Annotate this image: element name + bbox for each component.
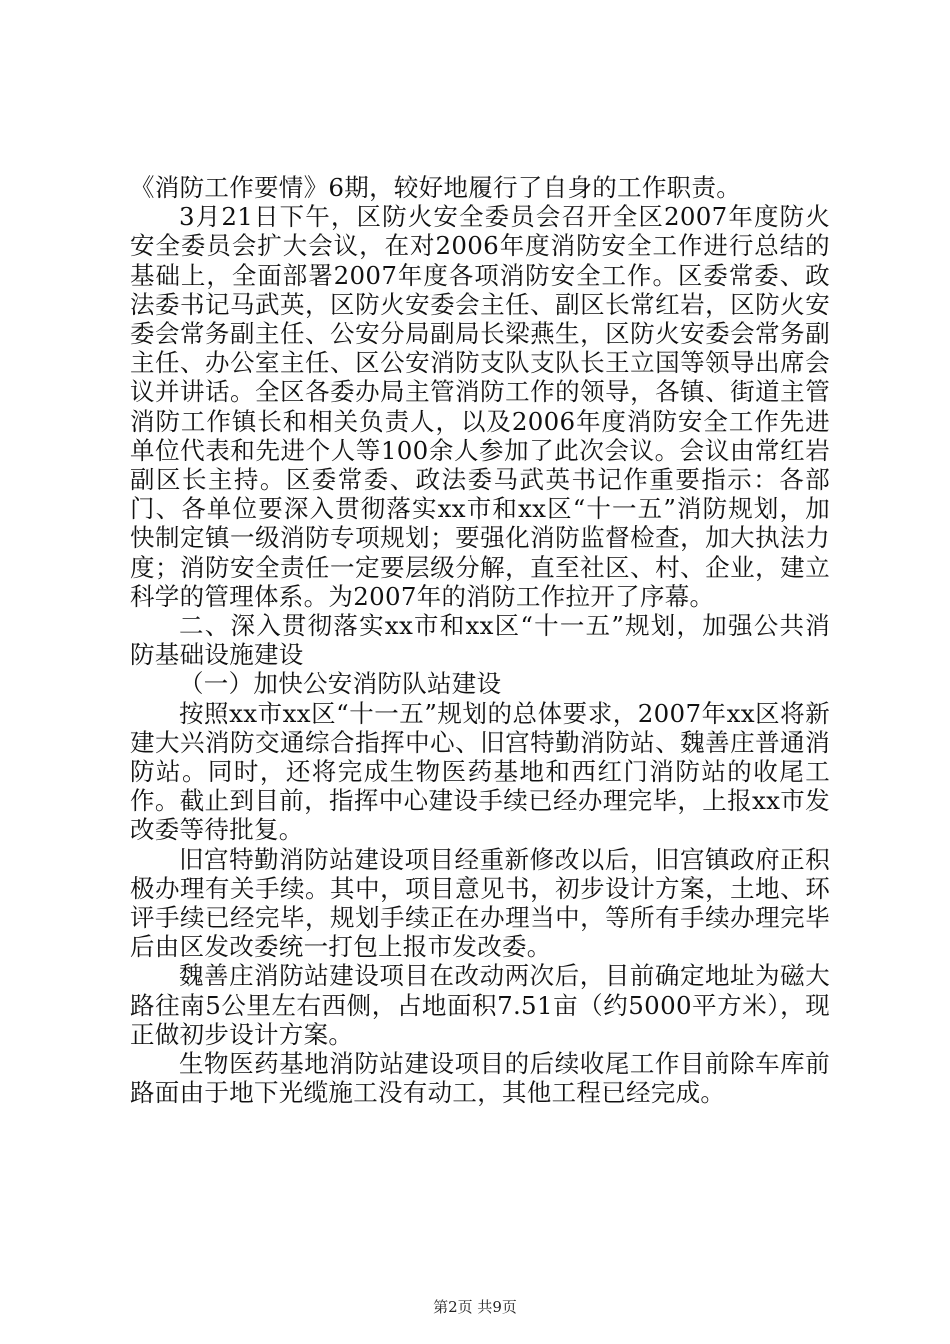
document-body	[130, 173, 830, 1108]
section-heading-2: 二、深入贯彻落实xx市和xx区“十一五”规划，加强公共消防基础设施建设	[130, 611, 830, 670]
page-footer: 第2页 共9页	[433, 1298, 517, 1316]
paragraph-1: 《消防工作要情》6期，较好地履行了自身的工作职责。	[130, 173, 742, 202]
paragraph-2: 3月21日下午，区防火安全委员会召开全区2007年度防火安全委员会扩大会议，在对2006年度消防安全工作进行总结的基础上，全面部署2007年度各项消防安全工作。区委常委、政法委书记马武英，区防火安委会主任、副区长常红岩，区防火安委会常务副主任、公安分局副局长梁燕生，区防火安委会常务副主任、办公室主任、区公安消防支队支队长王立国等领导出席会议并讲话。全区各委办局主管消防工作的领导，各镇、街道主管消防工作镇长和相关负责人，以及2006年度消防安全工作先进单位代表和先进个人等100余人参加了此次会议。会议由常红岩副区长主持。区委常委、政法委马武英书记作重要指示：各部门、各单位要深入贯彻落实xx市和xx区“十一五”消防规划，加快制定镇一级消防专项规划；要强化消防监督检查，加大执法力度；消防安全责任一定要层级分解，直至社区、村、企业，建立科学的管理体系。为2007年的消防工作拉开了序幕。	[130, 202, 830, 611]
subsection-heading-1: （一）加快公安消防队站建设	[179, 669, 502, 699]
paragraph-6: 生物医药基地消防站建设项目的后续收尾工作目前除车库前路面由于地下光缆施工没有动工，其他工程已经完成。	[130, 1049, 830, 1108]
paragraph-3: 按照xx市xx区“十一五”规划的总体要求，2007年xx区将新建大兴消防交通综合指挥中心、旧宫特勤消防站、魏善庄普通消防站。同时，还将完成生物医药基地和西红门消防站的收尾工作。截止到目前，指挥中心建设手续已经办理完毕，上报xx市发改委等待批复。	[130, 698, 830, 845]
paragraph-5: 魏善庄消防站建设项目在改动两次后，目前确定地址为磁大路往南5公里左右西侧，占地面积7.51亩（约5000平方米），现正做初步设计方案。	[130, 961, 830, 1049]
paragraph-4: 旧宫特勤消防站建设项目经重新修改以后，旧宫镇政府正积极办理有关手续。其中，项目意见书，初步设计方案，土地、环评手续已经完毕，规划手续正在办理当中，等所有手续办理完毕后由区发改委统一打包上报市发改委。	[130, 844, 830, 962]
